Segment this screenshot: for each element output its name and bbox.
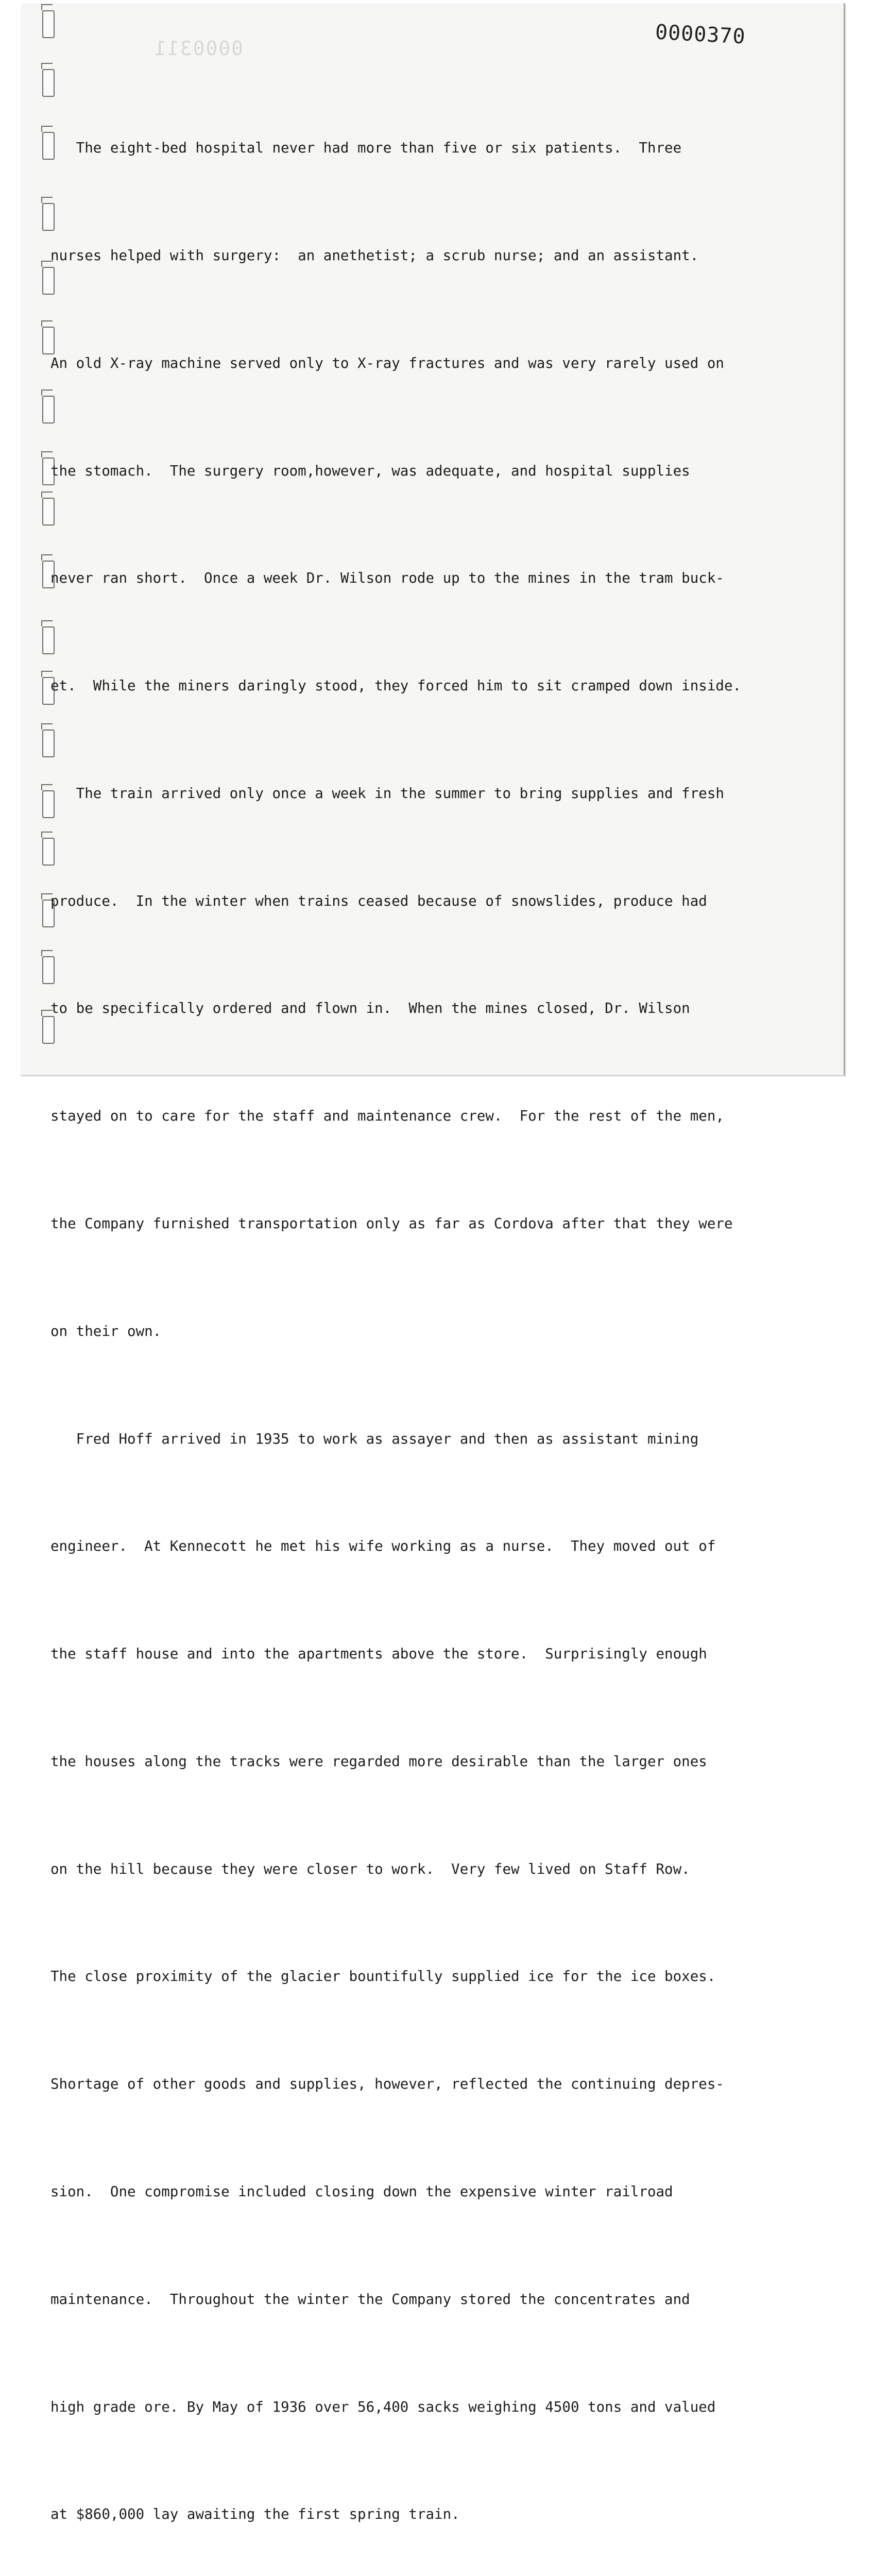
text-line: the staff house and into the apartments above the store. Surprisingly enough (50, 1646, 707, 1663)
text-line: Fred Hoff arrived in 1935 to work as assayer and then as assistant mining (50, 1430, 699, 1447)
text-line: at $860,000 lay awaiting the first spring train. (50, 2506, 460, 2523)
text-line: The close proximity of the glacier bountifully supplied ice for the ice boxes. (50, 1968, 716, 1985)
binder-ring-icon (42, 10, 55, 38)
text-line: et. While the miners daringly stood, they forced him to sit cramped down inside. (50, 677, 742, 694)
text-line: to be specifically ordered and flown in. When the mines closed, Dr. Wilson (50, 1000, 690, 1017)
text-line: sion. One compromise included closing down the expensive winter railroad (50, 2183, 673, 2200)
text-line: stayed on to care for the staff and maintenance crew. For the rest of the men, (50, 1108, 724, 1125)
text-line: An old X-ray machine served only to X-ray fractures and was very rarely used on (50, 354, 724, 371)
text-line: nurses helped with surgery: an anethetist; a scrub nurse; and an assistant. (50, 247, 699, 264)
text-line: the stomach. The surgery room,however, was adequate, and hospital supplies (50, 462, 690, 479)
text-line: on the hill because they were closer to work. Very few lived on Staff Row. (50, 1860, 690, 1877)
text-line: the Company furnished transportation only as far as Cordova after that they were (50, 1215, 733, 1232)
text-line: never ran short. Once a week Dr. Wilson rode up to the mines in the tram buck- (50, 570, 724, 587)
text-line: high grade ore. By May of 1936 over 56,400 sacks weighing 4500 tons and valued (50, 2398, 716, 2415)
typed-body-text (50, 59, 792, 2576)
text-line: produce. In the winter when trains ceased because of snowslides, produce had (50, 892, 707, 909)
text-line: maintenance. Throughout the winter the Company stored the concentrates and (50, 2291, 690, 2308)
page-number-stamp: 0000370 (654, 20, 746, 49)
text-line: the houses along the tracks were regarded more desirable than the larger ones (50, 1753, 707, 1770)
text-line: on their own. (50, 1323, 162, 1340)
text-line: engineer. At Kennecott he met his wife working as a nurse. They moved out of (50, 1538, 716, 1555)
text-line: The eight-bed hospital never had more than five or six patients. Three (50, 140, 682, 157)
text-line: Shortage of other goods and supplies, however, reflected the continuing depres- (50, 2076, 724, 2093)
text-line: The train arrived only once a week in the summer to bring supplies and fresh (50, 785, 724, 802)
faint-stamp-number: 0000311 (153, 37, 244, 60)
